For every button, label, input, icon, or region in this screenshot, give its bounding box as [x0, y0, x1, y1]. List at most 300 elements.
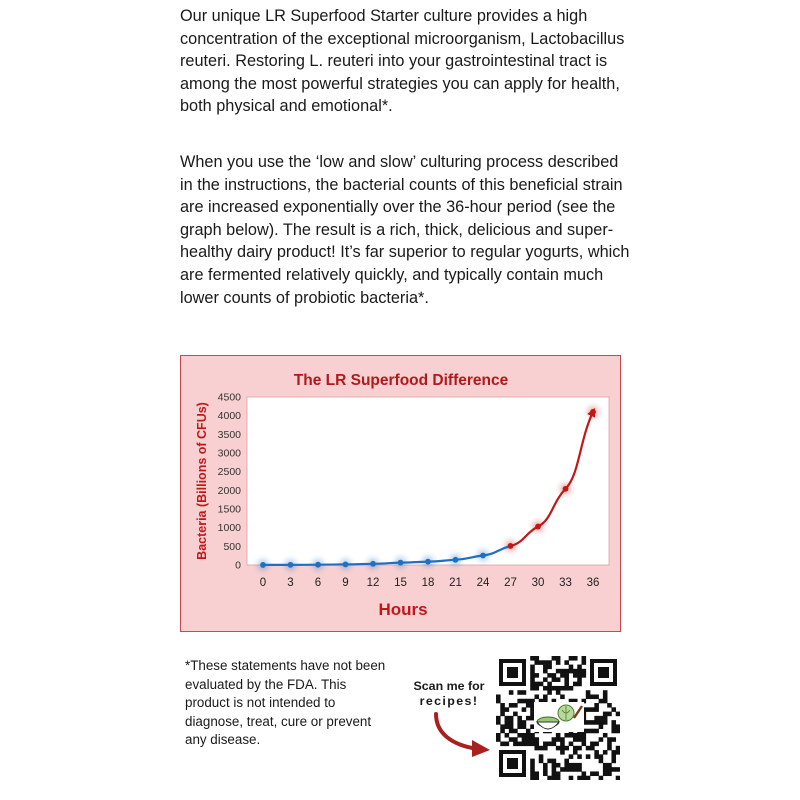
qr-module: [599, 759, 604, 764]
qr-module: [530, 763, 535, 768]
qr-module: [616, 746, 620, 751]
y-tick-label: 2500: [217, 466, 241, 479]
qr-module: [590, 707, 595, 712]
qr-module: [569, 754, 574, 759]
x-tick-label: 9: [342, 577, 349, 589]
qr-module: [586, 776, 591, 780]
qr-module: [530, 742, 535, 747]
qr-module: [616, 750, 620, 755]
qr-module: [534, 771, 539, 776]
y-tick-label: 0: [235, 559, 241, 572]
qr-module: [611, 754, 616, 759]
qr-module: [534, 737, 539, 742]
qr-module: [543, 669, 548, 674]
qr-module: [530, 733, 535, 738]
qr-module: [505, 733, 510, 738]
qr-module: [611, 767, 616, 772]
qr-module: [590, 720, 595, 725]
x-axis-ticks: [260, 577, 600, 589]
qr-module: [573, 673, 578, 678]
qr-module: [577, 763, 582, 768]
qr-module: [496, 733, 501, 738]
qr-module: [577, 776, 582, 780]
qr-module: [560, 673, 565, 678]
qr-code-icon[interactable]: [496, 656, 620, 780]
qr-module: [603, 712, 608, 717]
qr-module: [569, 742, 574, 747]
qr-module: [552, 677, 557, 682]
qr-module: [500, 707, 505, 712]
qr-module: [577, 746, 582, 751]
qr-module: [599, 754, 604, 759]
qr-module: [530, 665, 535, 670]
qr-module: [560, 750, 565, 755]
data-point-hour-9: [343, 562, 349, 568]
qr-module: [517, 724, 522, 729]
qr-module: [569, 767, 574, 772]
qr-module: [543, 763, 548, 768]
qr-module: [496, 694, 501, 699]
qr-module: [573, 733, 578, 738]
qr-module: [573, 682, 578, 687]
qr-module: [547, 742, 552, 747]
qr-module: [577, 673, 582, 678]
qr-module: [594, 729, 599, 734]
x-tick-label: 0: [259, 577, 267, 589]
qr-module: [616, 729, 620, 734]
qr-module: [611, 729, 616, 734]
qr-module: [607, 703, 612, 708]
qr-module: [582, 776, 587, 780]
qr-module: [594, 750, 599, 755]
qr-module: [500, 712, 505, 717]
x-tick-label: 12: [366, 577, 380, 589]
qr-module: [607, 742, 612, 747]
qr-module: [594, 771, 599, 776]
qr-module: [522, 690, 527, 695]
qr-module: [522, 724, 527, 729]
qr-module: [564, 669, 569, 674]
qr-module: [543, 694, 548, 699]
qr-module: [513, 712, 518, 717]
qr-module: [530, 759, 535, 764]
qr-module: [599, 776, 604, 780]
qr-module: [590, 771, 595, 776]
qr-module: [526, 699, 531, 704]
qr-module: [513, 729, 518, 734]
qr-module: [594, 694, 599, 699]
qr-module: [496, 699, 501, 704]
qr-module: [517, 699, 522, 704]
qr-module: [564, 763, 569, 768]
qr-module: [607, 712, 612, 717]
qr-module: [556, 690, 561, 695]
data-point-hour-24: [480, 553, 486, 559]
qr-module: [517, 733, 522, 738]
qr-module: [552, 759, 557, 764]
qr-module: [543, 767, 548, 772]
qr-module: [577, 737, 582, 742]
qr-module: [513, 742, 518, 747]
qr-module: [577, 767, 582, 772]
qr-module: [530, 776, 535, 780]
qr-module: [505, 720, 510, 725]
qr-module: [505, 707, 510, 712]
bowl-and-cabbage-icon: [534, 702, 584, 732]
qr-module: [556, 763, 561, 768]
qr-module: [564, 686, 569, 691]
curved-arrow-icon: [428, 712, 494, 757]
qr-module: [530, 767, 535, 772]
qr-module: [556, 686, 561, 691]
qr-module: [573, 737, 578, 742]
growth-chart: [181, 356, 622, 633]
x-tick-label: 27: [504, 577, 517, 589]
qr-module: [569, 733, 574, 738]
qr-module: [500, 729, 505, 734]
qr-module: [603, 733, 608, 738]
x-tick-label: 24: [476, 577, 490, 589]
qr-module: [530, 673, 535, 678]
qr-module: [552, 742, 557, 747]
qr-module: [569, 686, 574, 691]
qr-module: [577, 733, 582, 738]
qr-module: [573, 669, 578, 674]
qr-module: [607, 767, 612, 772]
qr-module: [582, 673, 587, 678]
qr-module: [530, 656, 535, 661]
qr-module: [543, 742, 548, 747]
qr-module: [534, 656, 539, 661]
chart-panel: [180, 355, 621, 632]
qr-module: [522, 742, 527, 747]
qr-module: [607, 763, 612, 768]
y-tick-label: 4500: [217, 391, 241, 404]
data-point-hour-12: [370, 561, 376, 567]
qr-module: [594, 720, 599, 725]
x-tick-label: 18: [421, 577, 435, 589]
y-axis-ticks: [218, 392, 242, 572]
qr-module: [547, 690, 552, 695]
qr-module: [500, 724, 505, 729]
x-tick-label: 33: [559, 577, 572, 589]
qr-module: [534, 682, 539, 687]
qr-module: [564, 746, 569, 751]
qr-module: [603, 767, 608, 772]
qr-module: [586, 690, 591, 695]
qr-module: [599, 699, 604, 704]
y-tick-label: 500: [223, 540, 241, 553]
qr-module: [577, 669, 582, 674]
qr-module: [603, 720, 608, 725]
qr-module: [560, 742, 565, 747]
qr-module: [543, 746, 548, 751]
qr-module: [586, 729, 591, 734]
qr-module: [586, 746, 591, 751]
qr-module: [543, 677, 548, 682]
qr-module: [513, 737, 518, 742]
qr-module: [586, 720, 591, 725]
qr-module: [526, 742, 531, 747]
qr-module: [526, 733, 531, 738]
x-tick-label: 21: [449, 577, 462, 589]
qr-module: [603, 699, 608, 704]
data-point-hour-6: [315, 562, 321, 568]
qr-module: [547, 776, 552, 780]
qr-module: [552, 686, 557, 691]
qr-module: [526, 716, 531, 721]
qr-module: [534, 776, 539, 780]
qr-module: [590, 694, 595, 699]
qr-module: [556, 737, 561, 742]
qr-module: [573, 746, 578, 751]
qr-module: [616, 776, 620, 780]
qr-module: [573, 656, 578, 661]
qr-module: [582, 660, 587, 665]
qr-module: [552, 767, 557, 772]
scan-label-line-2: recipes!: [419, 694, 479, 708]
qr-module: [556, 733, 561, 738]
qr-module: [564, 660, 569, 665]
qr-module: [603, 716, 608, 721]
qr-module: [509, 703, 514, 708]
qr-module: [560, 746, 565, 751]
qr-module: [569, 656, 574, 661]
qr-module: [556, 776, 561, 780]
data-point-hour-36: [590, 409, 596, 415]
qr-module: [556, 669, 561, 674]
qr-module: [547, 759, 552, 764]
qr-module: [552, 673, 557, 678]
qr-module: [513, 703, 518, 708]
qr-module: [590, 742, 595, 747]
qr-module: [500, 703, 505, 708]
qr-module: [534, 746, 539, 751]
qr-module: [530, 677, 535, 682]
y-axis-label: Bacteria (Billions of CFUs): [195, 402, 209, 560]
qr-module: [560, 694, 565, 699]
qr-module: [543, 665, 548, 670]
qr-module: [582, 737, 587, 742]
qr-module: [560, 767, 565, 772]
qr-module: [526, 729, 531, 734]
qr-module: [586, 754, 591, 759]
y-tick-label: 3000: [217, 447, 241, 460]
qr-module: [526, 703, 531, 708]
qr-module: [534, 660, 539, 665]
y-tick-label: 1000: [217, 522, 241, 535]
qr-module: [569, 669, 574, 674]
qr-module: [509, 720, 514, 725]
qr-module: [564, 733, 569, 738]
chart-title: The LR Superfood Difference: [293, 372, 509, 389]
data-point-hour-3: [288, 562, 294, 568]
qr-module: [577, 677, 582, 682]
qr-module: [539, 759, 544, 764]
data-point-hour-0: [260, 562, 266, 568]
qr-module: [556, 677, 561, 682]
qr-module: [552, 737, 557, 742]
qr-module: [522, 707, 527, 712]
qr-module: [522, 699, 527, 704]
qr-module: [577, 754, 582, 759]
qr-module: [552, 771, 557, 776]
qr-module: [530, 771, 535, 776]
qr-module: [526, 737, 531, 742]
qr-module: [569, 763, 574, 768]
qr-module: [560, 669, 565, 674]
qr-module: [594, 742, 599, 747]
qr-module: [590, 729, 595, 734]
qr-module: [509, 716, 514, 721]
qr-module: [611, 707, 616, 712]
qr-module: [607, 737, 612, 742]
qr-module: [560, 737, 565, 742]
qr-module: [509, 737, 514, 742]
intro-paragraph-2: When you use the ‘low and slow’ culturing process described in the instructions, the bacterial counts of this beneficial strain are increased exponentially over the 36-hour period (see the graph below). The result is a rich, thick, delicious and super-healthy dairy product! It’s far superior to regular yogurts, which are fermented relatively quickly, and typically contain much lower counts of probiotic bacteria*.: [180, 153, 630, 307]
x-tick-label: 30: [531, 577, 545, 589]
qr-module: [573, 763, 578, 768]
qr-module: [599, 724, 604, 729]
qr-module: [505, 742, 510, 747]
qr-module: [530, 669, 535, 674]
qr-module: [616, 767, 620, 772]
data-point-hour-21: [453, 557, 459, 563]
plot-area: [247, 397, 609, 565]
qr-module: [552, 776, 557, 780]
scan-me-label: [405, 679, 493, 709]
qr-module: [577, 665, 582, 670]
qr-module: [577, 682, 582, 687]
qr-module: [586, 694, 591, 699]
y-tick-label: 4000: [217, 410, 241, 423]
qr-module: [569, 776, 574, 780]
qr-module: [543, 686, 548, 691]
qr-module: [522, 737, 527, 742]
qr-module: [539, 682, 544, 687]
qr-module: [564, 682, 569, 687]
scan-label-line-1: Scan me for: [413, 679, 485, 693]
data-point-hour-27: [508, 543, 514, 549]
qr-module: [582, 669, 587, 674]
qr-module: [582, 771, 587, 776]
qr-module: [603, 750, 608, 755]
qr-module: [599, 737, 604, 742]
qr-module: [517, 716, 522, 721]
qr-module: [539, 660, 544, 665]
qr-module: [603, 763, 608, 768]
qr-module: [611, 724, 616, 729]
qr-module: [594, 707, 599, 712]
data-point-hour-18: [425, 559, 431, 565]
qr-module: [607, 746, 612, 751]
qr-module: [496, 720, 501, 725]
qr-module: [603, 690, 608, 695]
qr-module: [603, 694, 608, 699]
qr-module: [530, 737, 535, 742]
qr-module: [560, 686, 565, 691]
data-point-hour-15: [398, 560, 404, 566]
qr-module: [611, 737, 616, 742]
qr-module: [616, 724, 620, 729]
qr-module: [517, 720, 522, 725]
qr-module: [534, 686, 539, 691]
qr-module: [556, 771, 561, 776]
qr-module: [539, 754, 544, 759]
qr-module: [556, 746, 561, 751]
qr-module: [564, 677, 569, 682]
qr-module: [582, 733, 587, 738]
qr-module: [590, 746, 595, 751]
qr-module: [569, 665, 574, 670]
qr-module: [539, 746, 544, 751]
x-tick-label: 15: [394, 577, 407, 589]
qr-module: [616, 712, 620, 717]
qr-module: [556, 656, 561, 661]
y-tick-label: 2000: [217, 484, 241, 497]
qr-module: [599, 720, 604, 725]
qr-module: [509, 729, 514, 734]
qr-module: [547, 682, 552, 687]
qr-module: [611, 720, 616, 725]
qr-module: [547, 665, 552, 670]
qr-module: [552, 656, 557, 661]
qr-module: [611, 750, 616, 755]
qr-module: [607, 771, 612, 776]
qr-module: [573, 750, 578, 755]
qr-module: [599, 716, 604, 721]
qr-module: [543, 771, 548, 776]
qr-module: [582, 656, 587, 661]
qr-module: [594, 754, 599, 759]
qr-module: [586, 707, 591, 712]
intro-paragraph-1: Our unique LR Superfood Starter culture provides a high concentration of the exceptional microorganism, Lactobacillus reuteri. Restoring L. reuteri into your gastrointestinal tract is among the most powerful strategies you can apply for health, both physical and emotional*.: [180, 7, 625, 116]
qr-module: [530, 682, 535, 687]
qr-module: [500, 742, 505, 747]
qr-module: [543, 660, 548, 665]
y-tick-label: 3500: [217, 428, 241, 441]
qr-module: [505, 724, 510, 729]
qr-module: [564, 673, 569, 678]
qr-module: [547, 686, 552, 691]
qr-module: [611, 759, 616, 764]
qr-module: [573, 767, 578, 772]
qr-module: [564, 759, 569, 764]
qr-module: [505, 716, 510, 721]
qr-module: [496, 737, 501, 742]
qr-module: [530, 686, 535, 691]
qr-module: [517, 742, 522, 747]
qr-module: [594, 716, 599, 721]
qr-module: [564, 767, 569, 772]
qr-module: [534, 742, 539, 747]
qr-module: [534, 694, 539, 699]
data-point-hour-33: [563, 486, 569, 492]
x-tick-label: 6: [314, 577, 322, 589]
qr-module: [582, 742, 587, 747]
qr-module: [547, 660, 552, 665]
x-tick-label: 3: [287, 577, 294, 589]
qr-module: [509, 690, 514, 695]
qr-module: [594, 703, 599, 708]
qr-module: [603, 771, 608, 776]
y-tick-label: 1500: [217, 503, 241, 516]
fda-disclaimer: *These statements have not been evaluated by the FDA. This product is not intended to diagnose, treat, cure or prevent any disease.: [185, 658, 386, 748]
qr-module: [522, 720, 527, 725]
qr-module: [534, 673, 539, 678]
qr-module: [496, 716, 501, 721]
qr-module: [522, 733, 527, 738]
